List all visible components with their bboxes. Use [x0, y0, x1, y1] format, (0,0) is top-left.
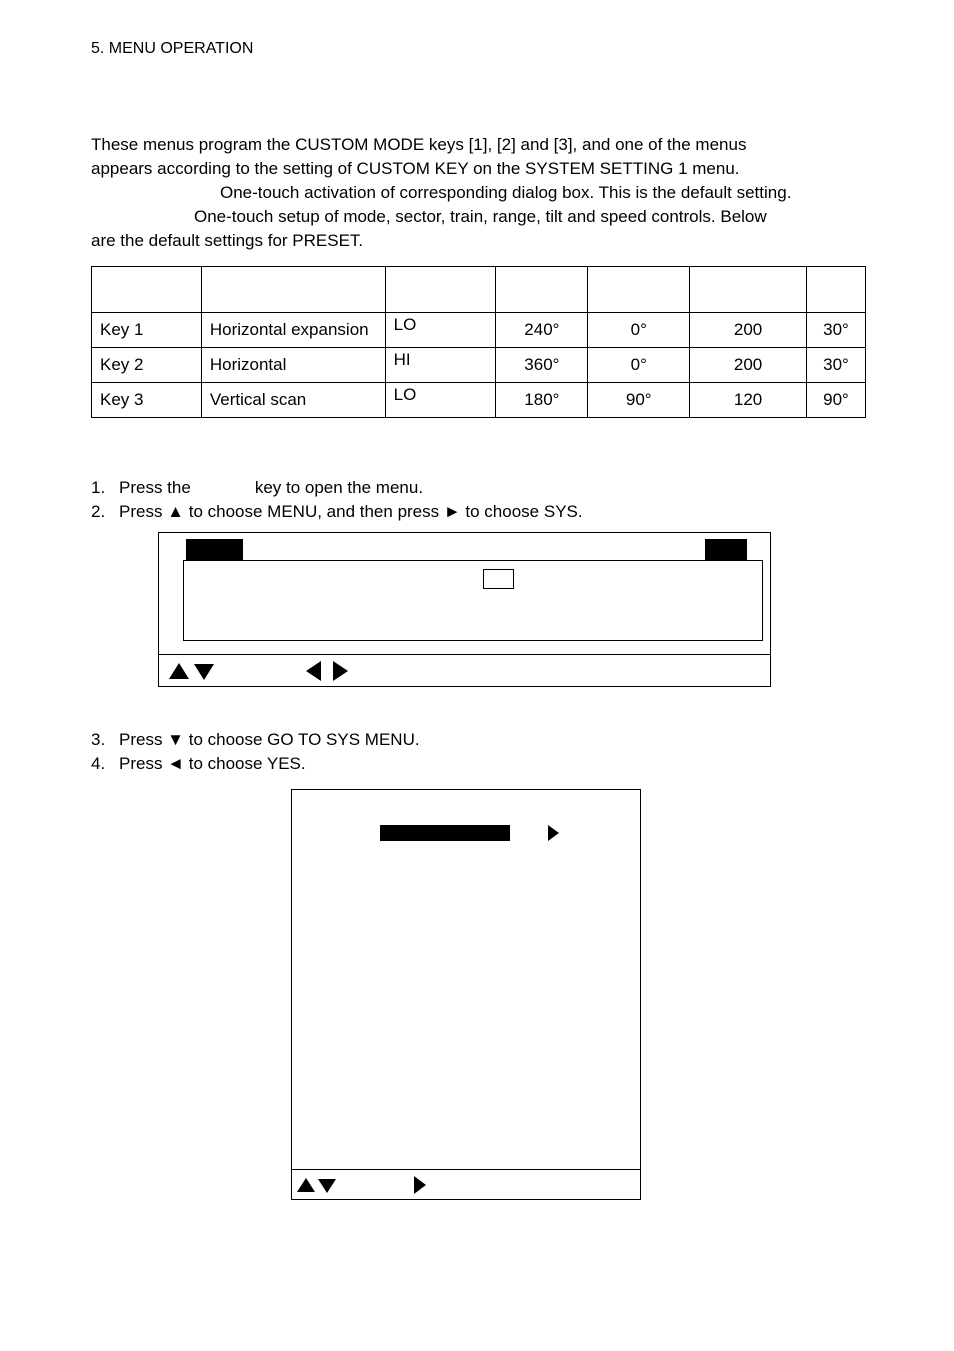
preset-settings-table — [91, 266, 866, 418]
step-number: 3. — [91, 730, 106, 749]
key-cell: Key 2 — [92, 348, 202, 383]
selected-menu-item[interactable] — [380, 825, 510, 841]
intro-line-5: are the default settings for PRESET. — [91, 231, 364, 250]
step-text: Press ◄ to choose YES. — [119, 754, 306, 773]
sector-cell: 240° — [496, 313, 588, 348]
table-header-row — [92, 267, 866, 313]
level-cell: LO — [385, 313, 496, 348]
triangle-right-icon — [414, 1176, 426, 1194]
triangle-up-icon — [297, 1178, 315, 1192]
menu-tab-highlight[interactable] — [186, 539, 243, 561]
intro-line-3: One-touch activation of corresponding dialog box. This is the default setting. — [220, 183, 792, 202]
key-cell: Key 3 — [92, 383, 202, 418]
sys-tab-highlight[interactable] — [705, 539, 747, 561]
train-cell: 90° — [588, 383, 690, 418]
step-3 — [91, 728, 791, 752]
step-number: 1. — [91, 478, 106, 497]
table-row — [92, 348, 866, 383]
level-cell: HI — [385, 348, 496, 383]
range-cell: 200 — [690, 348, 807, 383]
sys-menu-window — [291, 789, 641, 1200]
selection-cursor-box[interactable] — [483, 569, 514, 589]
level-cell: LO — [385, 383, 496, 418]
triangle-left-icon — [306, 661, 321, 681]
main-menu-window — [158, 532, 771, 687]
step-text: Press the — [119, 478, 191, 497]
triangle-down-icon — [194, 664, 214, 680]
submenu-arrow-icon — [548, 825, 559, 841]
step-2 — [91, 500, 791, 524]
step-1 — [91, 476, 791, 500]
intro-paragraph — [91, 133, 871, 258]
train-cell: 0° — [588, 313, 690, 348]
step-text: key to open the menu. — [254, 478, 424, 497]
step-text: Press ▼ to choose GO TO SYS MENU. — [119, 730, 420, 749]
mode-cell: Horizontal — [201, 348, 385, 383]
header-cell — [588, 267, 690, 313]
range-cell: 120 — [690, 383, 807, 418]
sys-menu-footer — [292, 1169, 640, 1200]
sector-cell: 180° — [496, 383, 588, 418]
table-row — [92, 313, 866, 348]
menu-footer — [159, 654, 770, 687]
step-4 — [91, 752, 791, 776]
step-text: Press ▲ to choose MENU, and then press ► to choose SYS. — [119, 502, 583, 521]
header-cell — [690, 267, 807, 313]
range-cell: 200 — [690, 313, 807, 348]
header-cell — [385, 267, 496, 313]
header-cell — [496, 267, 588, 313]
page-header: 5. MENU OPERATION — [91, 40, 254, 57]
train-cell: 0° — [588, 348, 690, 383]
intro-line-1: These menus program the CUSTOM MODE keys [1], [2] and [3], and one of the menus — [91, 135, 747, 154]
step-number: 2. — [91, 502, 106, 521]
triangle-right-icon — [333, 661, 348, 681]
table-row — [92, 383, 866, 418]
header-cell — [806, 267, 865, 313]
triangle-down-icon — [318, 1179, 336, 1193]
mode-cell: Vertical scan — [201, 383, 385, 418]
intro-line-4: One-touch setup of mode, sector, train, range, tilt and speed controls. Below — [194, 207, 767, 226]
triangle-up-icon — [169, 663, 189, 679]
header-cell — [201, 267, 385, 313]
sector-cell: 360° — [496, 348, 588, 383]
mode-cell: Horizontal expansion — [201, 313, 385, 348]
tilt-cell: 30° — [806, 313, 865, 348]
intro-line-2: appears according to the setting of CUSTOM KEY on the SYSTEM SETTING 1 menu. — [91, 159, 740, 178]
header-cell — [92, 267, 202, 313]
step-number: 4. — [91, 754, 106, 773]
tilt-cell: 90° — [806, 383, 865, 418]
steps-1-2 — [91, 476, 791, 524]
key-cell: Key 1 — [92, 313, 202, 348]
steps-3-4 — [91, 728, 791, 776]
menu-content-panel — [183, 560, 763, 641]
tilt-cell: 30° — [806, 348, 865, 383]
